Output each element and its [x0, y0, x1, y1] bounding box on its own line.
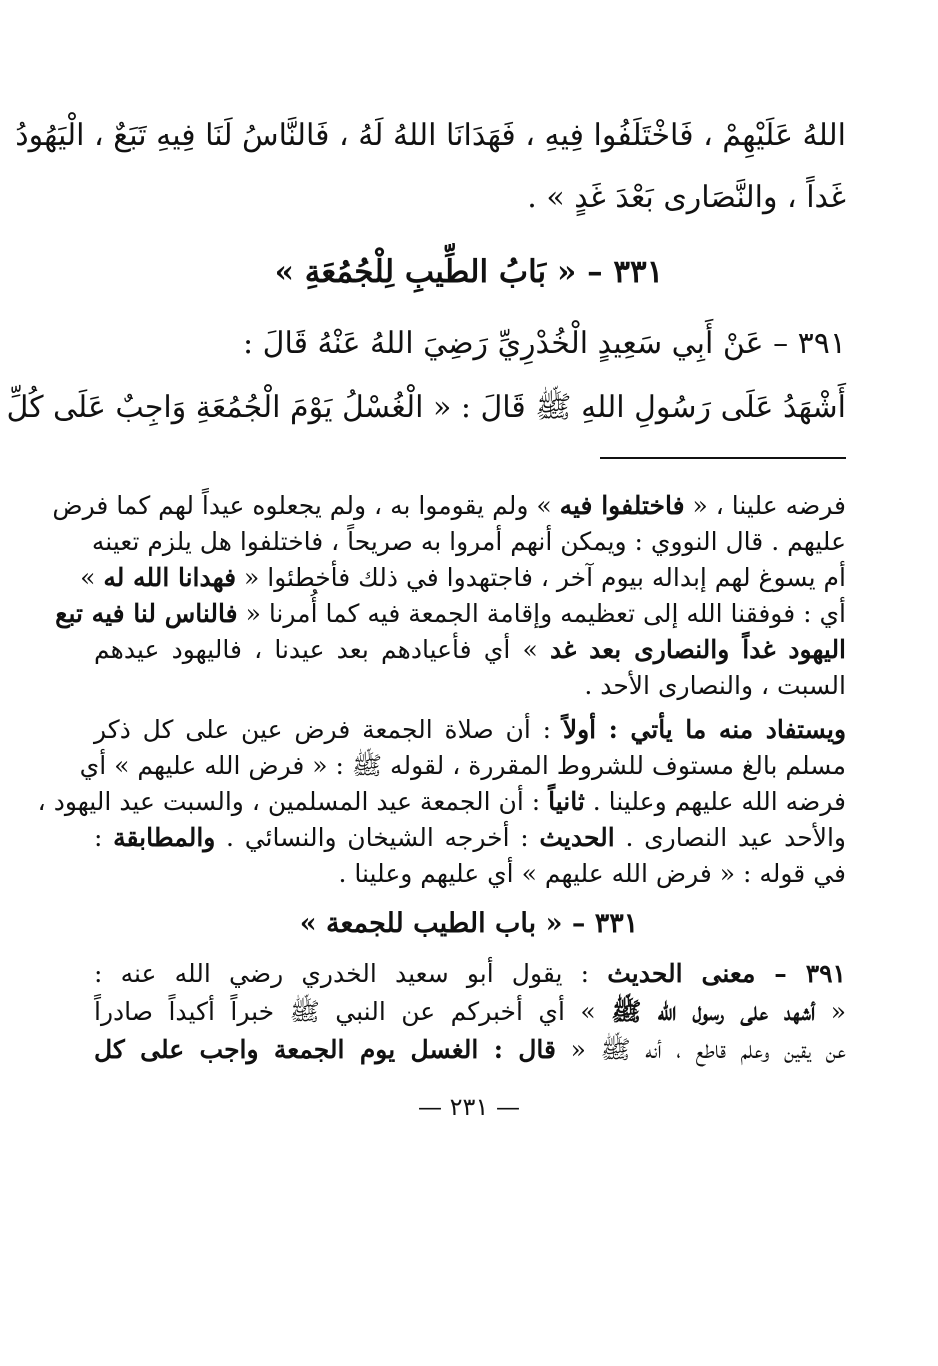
commentary-line: فرضه علينا ، « فاختلفوا فيه » ولم يقوموا به ، ولم يجعلوه عيداً لهم كما فرض [52, 491, 846, 520]
commentary-line: ٣٩١ – معنى الحديث : يقول أبو سعيد الخدري رضي الله عنه : [94, 959, 846, 988]
page-number: — ٢٣١ — [418, 1093, 520, 1121]
commentary-line: عن يقين وعلم قاطع ، أنه ﷺ « قال : الغسل يوم الجمعة واجب على كل [94, 1035, 846, 1064]
commentary-line: مسلم بالغ مستوف للشروط المقررة ، لقوله ﷺ : « فرض الله عليهم » أي [79, 751, 846, 780]
commentary-line: ويستفاد منه ما يأتي : أولاً : أن صلاة الجمعة فرض عين على كل ذكر [94, 715, 847, 744]
commentary-line: في قوله : « فرض الله عليهم » أي عليهم وعلينا . [338, 859, 846, 888]
hadith-text-line: اللهُ عَلَيْهِمْ ، فَاخْتَلَفُوا فِيهِ ، فَهَدَانَا اللهُ لَهُ ، فَالنَّاسُ لَنَا فِيهِ تَبَعٌ ، الْيَهُودُ [15, 118, 846, 153]
chapter-heading: ٣٣١ – « بَابُ الطِّيبِ لِلْجُمُعَةِ » [274, 254, 664, 290]
commentary-line: أم يسوغ لهم إبداله بيوم آخر ، فاجتهدوا في ذلك فأخطئوا « فهدانا الله له » [80, 563, 846, 592]
commentary-line: اليهود غداً والنصارى بعد غد » أي فأعيادهم بعد عيدنا ، فاليهود عيدهم [94, 635, 847, 664]
footnote-separator [600, 457, 846, 459]
commentary-line: أي : فوفقنا الله إلى تعظيمه وإقامة الجمعة فيه كما أُمرنا « فالناس لنا فيه تبع [55, 599, 846, 628]
hadith-text-line: غَداً ، والنَّصَارى بَعْدَ غَدٍ » . [527, 180, 846, 215]
commentary-line: عليهم . قال النووي : ويمكن أنهم أمروا به صريحاً ، فاختلفوا هل يلزم تعينه [91, 527, 846, 556]
commentary-heading: ٣٣١ – « باب الطيب للجمعة » [299, 908, 639, 939]
commentary-line: فرضه الله عليهم وعلينا . ثانياً : أن الجمعة عيد المسلمين ، والسبت عيد اليهود ، [37, 787, 846, 816]
commentary-line: السبت ، والنصارى الأحد . [584, 671, 846, 700]
commentary-line: والأحد عيد النصارى . الحديث : أخرجه الشيخان والنسائي . والمطابقة : [94, 823, 846, 852]
hadith-text-line: ٣٩١ – عَنْ أَبِي سَعِيدٍ الْخُدْرِيِّ رَضِيَ اللهُ عَنْهُ قَالَ : [243, 326, 846, 361]
commentary-line: « أشهد على رسول الله ﷺ » أي أخبركم عن النبي ﷺ خبراً أكيداً صادراً [94, 997, 846, 1026]
hadith-text-line: أَشْهَدُ عَلَى رَسُولِ اللهِ ﷺ قَالَ : « الْغُسْلُ يَوْمَ الْجُمُعَةِ وَاجِبٌ عَلَى كُلِّ [6, 390, 846, 425]
